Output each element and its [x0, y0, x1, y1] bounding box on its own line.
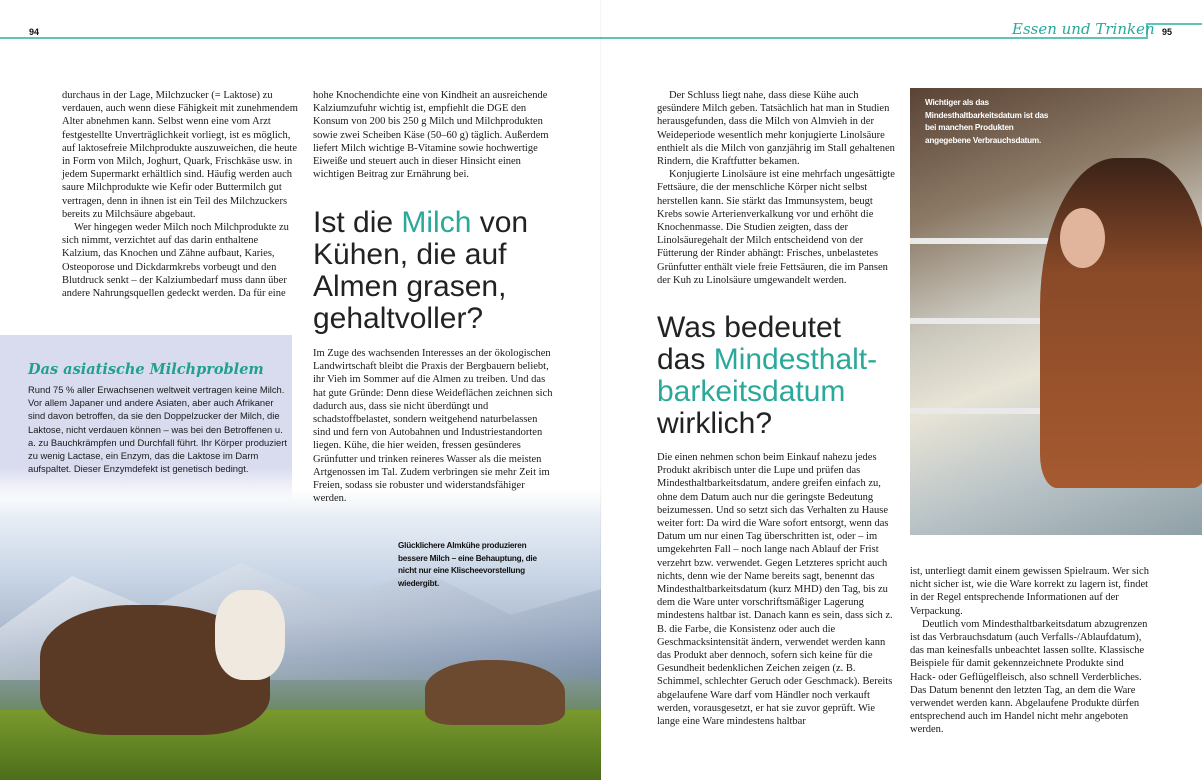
- headline-text: Was bedeutet das: [657, 311, 841, 376]
- headline-text: Ist die: [313, 206, 402, 239]
- right-column-2: [910, 565, 1150, 737]
- headline-almen: [313, 207, 563, 335]
- paragraph: ist, unterliegt damit einem gewissen Spielraum. Wer sich nicht sicher ist, wie die Ware korrekt zu lagern ist, findet in der Regel entsprechende Informationen auf der Verpackung.: [910, 566, 1149, 617]
- paragraph: Im Zuge des wachsenden Interesses an der ökologischen Landwirtschaft bleibt die Praxis der Bergbauern beliebt, ihr Vieh im Sommer auf die Almen zu treiben. Und das hat gute Gründe: Denn diese Weideflächen zeichnen sich dadurch aus, dass sie nicht überdüngt und schadstoffbelastet, sondern weitgehend naturbelassen sind und fern von Autobahnen und Industriestandorten liegen. Kühe, die hier weiden, fressen gesünderes Grünfutter und trinken reineres Wasser als die meisten Artgenossen im Tal. Zudem verbringen sie mehr Zeit im Freien, sodass sie robuster und widerstandsfähiger werden.: [313, 348, 553, 505]
- paragraph: durchaus in der Lage, Milchzucker (= Laktose) zu verdauen, auch wenn diese Fähigkeit mit zunehmendem Alter abnehmen kann. Selbst wenn eine vom Arzt festgestellte Unverträglichkeit vorliegt, ist es möglich, auf laktosefreie Milchprodukte auszuweichen, die heute in Form von Milch, Joghurt, Quark, Frischkäse usw. in jedem Supermarkt erhältlich sind. Häufig werden auch saure Milchprodukte wie Kefir oder Buttermilch gut vertragen, denn in ihnen ist ein Teil des Milchzuckers bereits zu Milchsäure abgebaut.: [62, 90, 298, 220]
- paragraph: Konjugierte Linolsäure ist eine mehrfach ungesättigte Fettsäure, die der menschliche Körper nicht selbst herstellen kann. Sie stärkt das Immunsystem, beugt Krebs sowie Arterienverkalkung vor und erhöht die Knochenmasse. Die Studien zeigten, dass der Linolsäuregehalt der Milch entscheidend von der Fütterung der Rinder abhängt: Frisches, unbelastetes Grünfutter enthält viele freie Fettsäuren, die im Pansen der Kuh zu Linolsäure umgewandelt werden.: [657, 169, 895, 286]
- right-page-number: 95: [1162, 27, 1173, 37]
- headline-highlight: Milch: [401, 206, 472, 239]
- shopper-face: [1060, 208, 1105, 268]
- left-page-number: 94: [29, 27, 40, 37]
- paragraph: hohe Knochendichte eine von Kindheit an ausreichende Kalziumzufuhr wichtig ist, empfiehlt die DGE den Konsum von 200 bis 250 g Milch und Milchprodukten sowie zwei Scheiben Käse (50–60 g) täglich. Außerdem liefert Milch wichtige B-Vitamine sowie hochwertige Eiweiße und steuert auch in dieser Hinsicht einen wichtigen Beitrag zur Ernährung bei.: [313, 90, 549, 181]
- left-column-1: [62, 89, 298, 300]
- paragraph: Wer hingegen weder Milch noch Milchprodukte zu sich nimmt, verzichtet auf das darin enthaltene Kalzium, das Knochen und Zähne aufbaut, Karies, Osteoporose und Dickdarmkrebs vorbeugt und den Blutdruck senkt – der Kalziumbedarf muss dann über andere Nahrungsquellen gedeckt werden. Da für eine: [62, 222, 289, 300]
- paragraph: Der Schluss liegt nahe, dass diese Kühe auch gesündere Milch geben. Tatsächlich hat man in Studien herausgefunden, dass die Milch von Almvieh in der Weideperiode wesentlich mehr konjugierte Linolsäure enthielt als die Milch von ganzjährig im Stall gehaltenen Rindern, die Kraftfutter bekamen.: [657, 90, 895, 168]
- headline-highlight: Mindesthalt-barkeitsdatum: [657, 343, 878, 408]
- cow-photo-caption: Glücklichere Almkühe produzieren bessere Milch – eine Behauptung, die nicht nur eine Klischeevorstellung wiedergibt.: [398, 541, 537, 588]
- left-column-2-body: [313, 347, 553, 505]
- cow-head: [215, 590, 285, 680]
- section-title: Essen und Trinken: [1012, 20, 1155, 38]
- spine: [600, 0, 602, 780]
- header-rule: [0, 37, 1148, 39]
- supermarket-photo: [910, 88, 1202, 535]
- supermarket-photo-caption: Wichtiger als das Mindesthaltbarkeitsdatum ist das bei manchen Produkten angegebene Verbrauchsdatum.: [925, 98, 1049, 145]
- headline-text: wirklich?: [657, 407, 773, 440]
- sidebar-box: [0, 335, 292, 500]
- sidebar-text: Rund 75 % aller Erwachsenen weltweit vertragen keine Milch. Vor allem Japaner und andere Asiaten, aber auch Afrikaner sind davon betroffen, da sie den Doppelzucker der Milch, die Laktose, nicht verdauen können – was bei den Betroffenen u. a. zu Bauchkrämpfen und Durchfall führt. Ihr Körper produziert zu wenig Lactase, ein Enzym, das die Laktose im Darm aufspaltet. Dieser Enzymdefekt ist genetisch bedingt.: [28, 384, 287, 475]
- left-column-2-top: [313, 89, 553, 181]
- paragraph: Die einen nehmen schon beim Einkauf nahezu jedes Produkt akribisch unter die Lupe und prüfen das Mindesthaltbarkeitsdatum, andere greifen einfach zu, ohne dem Datum auch nur die geringste Bedeutung beizumessen. Und so setzt sich das Verhalten zu Hause weiter fort: Da wird die Ware sofort entsorgt, wenn das Datum um nur einen Tag überschritten ist, oder – im umgekehrten Fall – noch lange nach Ablauf der Frist verzehrt bzw. verwendet. Gegen Letzteres spricht auch nichts, denn wie der Name bereits sagt, benennt das Mindesthaltbarkeitsdatum (kurz MHD) den Tag, bis zu dem die Ware unter vorschriftsmäßiger Lagerung mindestens haltbar ist. Danach kann es sein, dass sich z. B. die Farbe, die Konsistenz oder auch die Geschmacksintensität ändern, verwendet werden kann das Produkt aber dennoch, sofern sich keine für die Gesundheit bedenklichen Zeichen zeigen (z. B. Schimmel, schlechter Geruch oder Geschmack). Bereits abgelaufene Ware darf vom Händler noch verkauft werden, vorausgesetzt, er hat sie zuvor geprüft. Wie lange eine Ware mindestens haltbar: [657, 452, 893, 728]
- alpine-cows-photo: [0, 490, 601, 780]
- shopper: [1040, 158, 1202, 488]
- headline-mhd: [657, 312, 892, 440]
- cow-background: [425, 660, 565, 725]
- right-column-1-body: [657, 451, 897, 728]
- paragraph: Deutlich vom Mindesthaltbarkeitsdatum abzugrenzen ist das Verbrauchsdatum (auch Verfalls-/Ablaufdatum), das man keinesfalls unbeachtet lassen sollte. Klassische Beispiele für damit gekennzeichnete Produkte sind Hack- oder Geflügelfleisch, also schnell Verderbliches. Das Datum benennt den letzten Tag, an dem die Ware verwendet werden kann. Abgelaufene Produkte dürfen entsprechend auch im Handel nicht mehr angeboten werden.: [910, 618, 1148, 736]
- headline-text: von Kühen, die auf Almen grasen, gehaltvoller?: [313, 206, 529, 335]
- sidebar-title: Das asiatische Milchproblem: [28, 361, 264, 378]
- right-column-1-top: [657, 89, 897, 287]
